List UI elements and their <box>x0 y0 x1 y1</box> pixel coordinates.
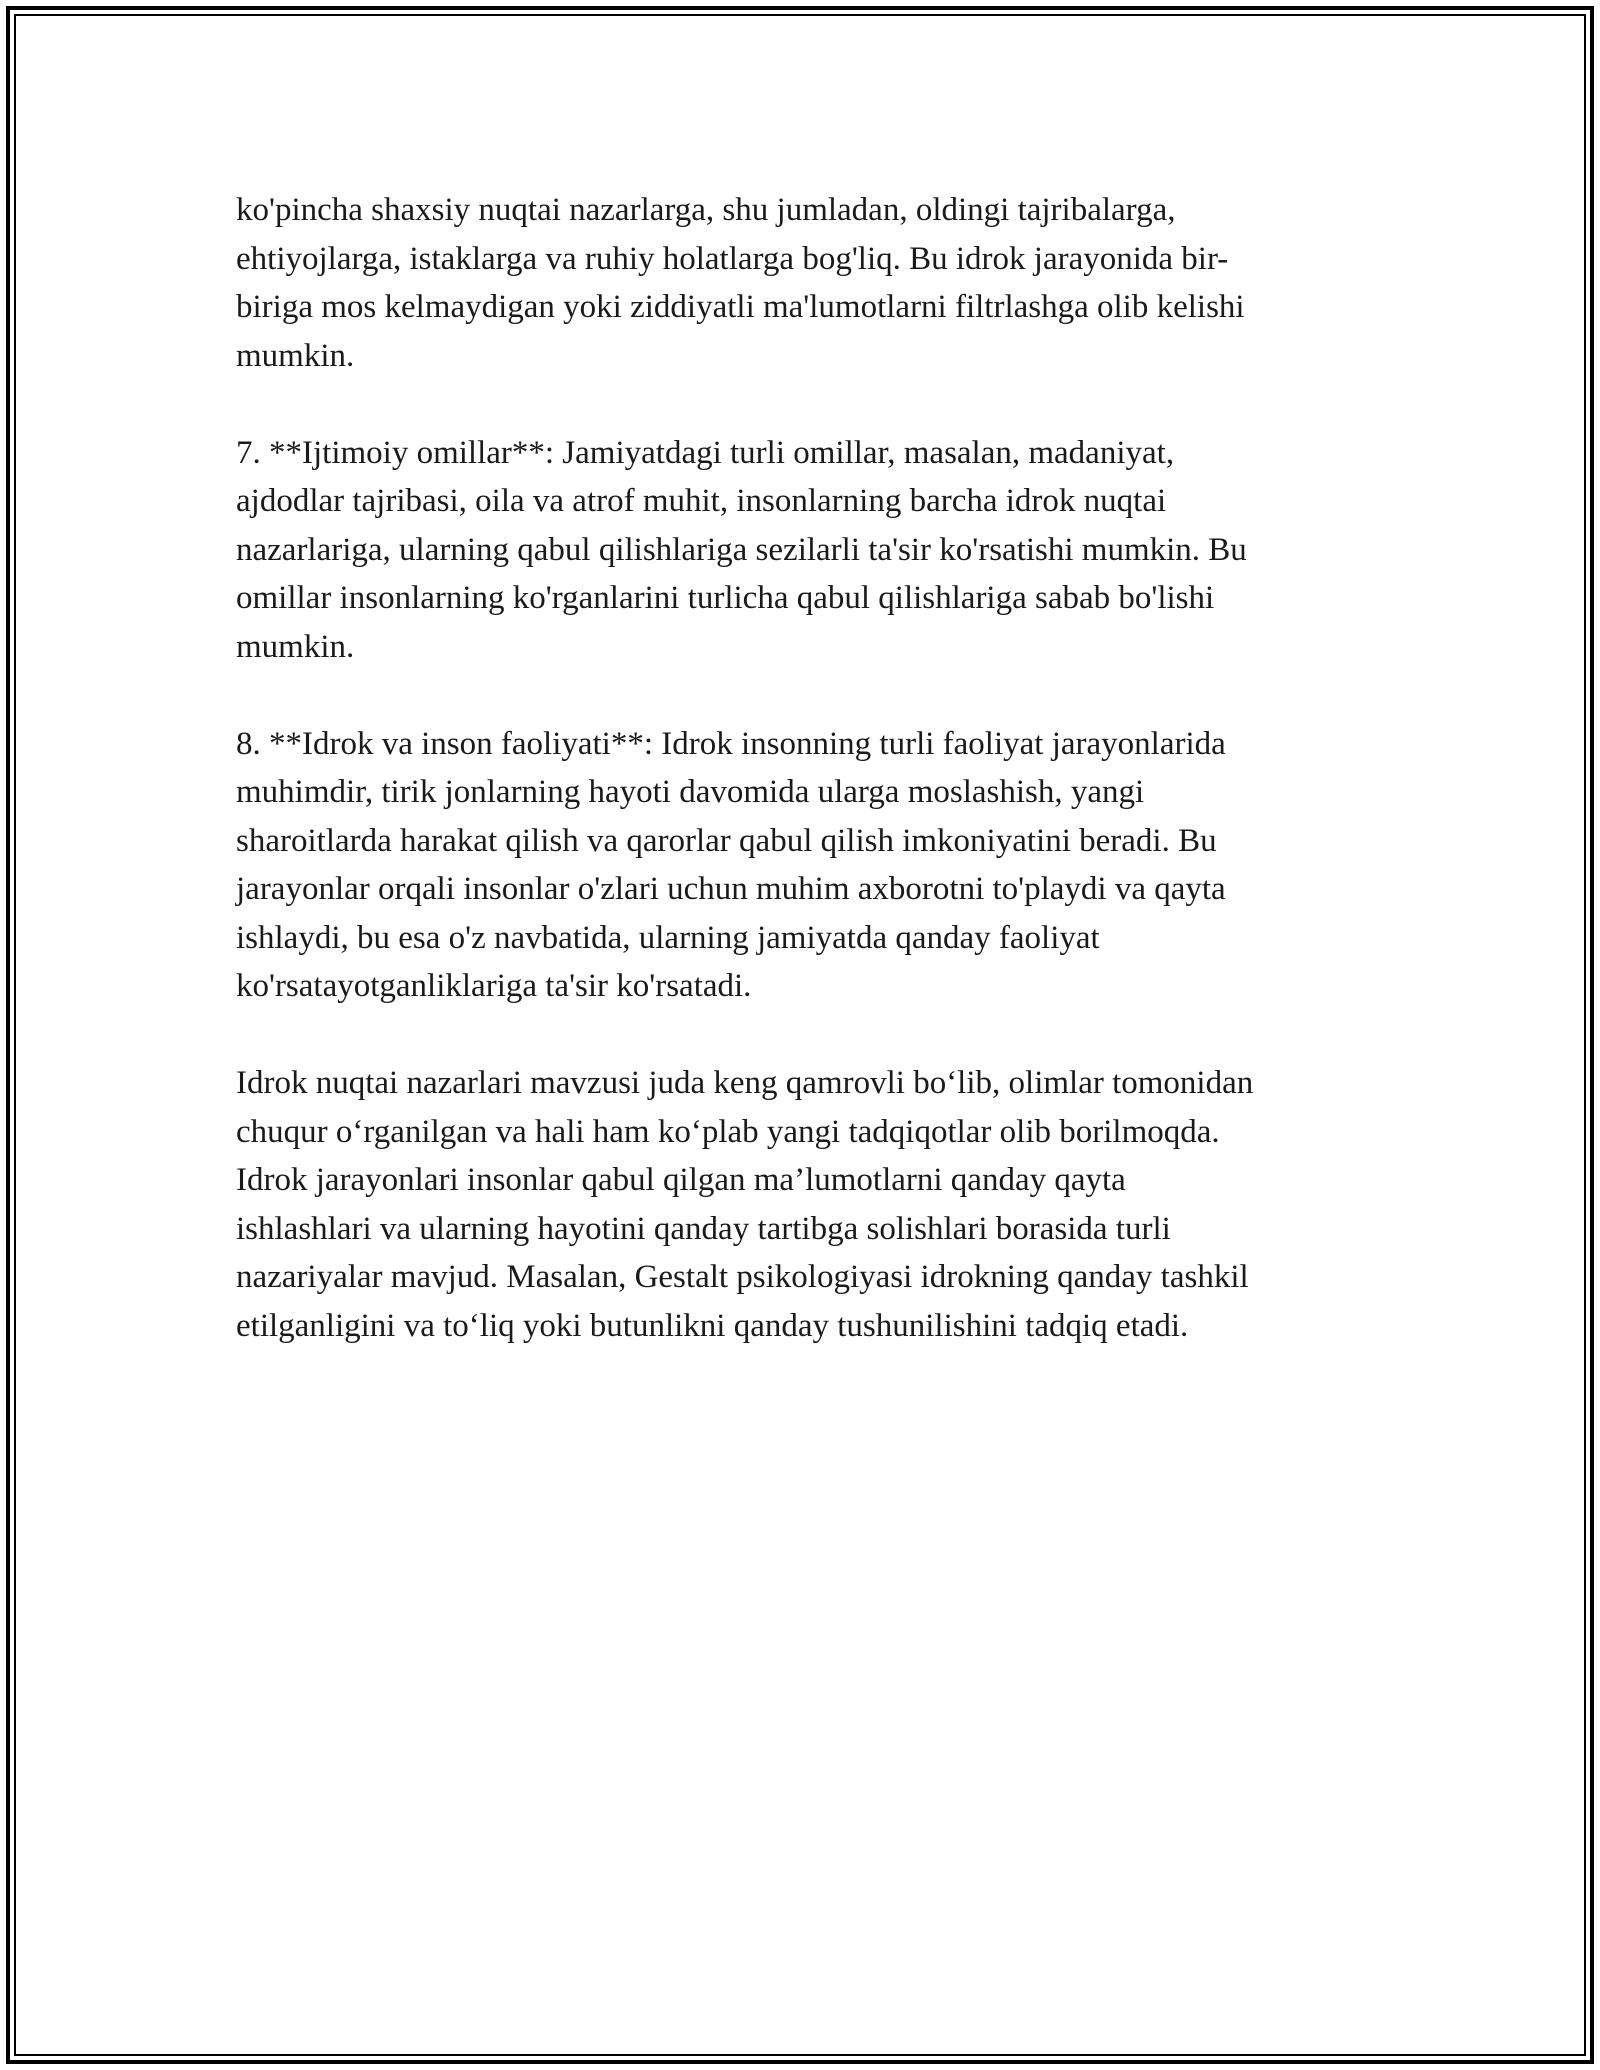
paragraph-perception-theories: Idrok nuqtai nazarlari mavzusi juda keng qamrovli bo‘lib, olimlar tomonidan chuqur o‘rganilgan va hali ham ko‘plab yangi tadqiqotlar olib borilmoqda. Idrok jarayonlari insonlar qabul qilgan ma’lumotlarni qanday qayta ishlashlari va ularning hayotini qanday tartibga solishlari borasida turli nazariyalar mavjud. Masalan, Gestalt psikologiyasi idrokning qanday tashkil etilganligini va to‘liq yoki butunlikni qanday tushunilishini tadqiq etadi. <box>236 1065 1254 1344</box>
paragraph-social-factors: 7. **Ijtimoiy omillar**: Jamiyatdagi turli omillar, masalan, madaniyat, ajdodlar tajribasi, oila va atrof muhit, insonlarning barcha idrok nuqtai nazarlariga, ularning qabul qilishlariga sezilarli ta'sir ko'rsatishi mumkin. Bu omillar insonlarning ko'rganlarini turlicha qabul qilishlariga sabab bo'lishi mumkin. <box>236 434 1247 665</box>
document-body <box>236 186 1376 1399</box>
paragraph-perception-activity: 8. **Idrok va inson faoliyati**: Idrok insonning turli faoliyat jarayonlarida muhimdir, tirik jonlarning hayoti davomida ularga moslashish, yangi sharoitlarda harakat qilish va qarorlar qabul qilish imkoniyatini beradi. Bu jarayonlar orqali insonlar o'zlari uchun muhim axborotni to'playdi va qayta ishlaydi, bu esa o'z navbatida, ularning jamiyatda qanday faoliyat ko'rsatayotganliklariga ta'sir ko'rsatadi. <box>236 725 1226 1004</box>
paragraph-continuation: ko'pincha shaxsiy nuqtai nazarlarga, shu jumladan, oldingi tajribalarga, ehtiyojlarga, istaklarga va ruhiy holatlarga bog'liq. Bu idrok jarayonida bir- biriga mos kelmaydigan yoki ziddiyatli ma'lumotlarni filtrlashga olib kelishi mumkin. <box>236 192 1245 374</box>
